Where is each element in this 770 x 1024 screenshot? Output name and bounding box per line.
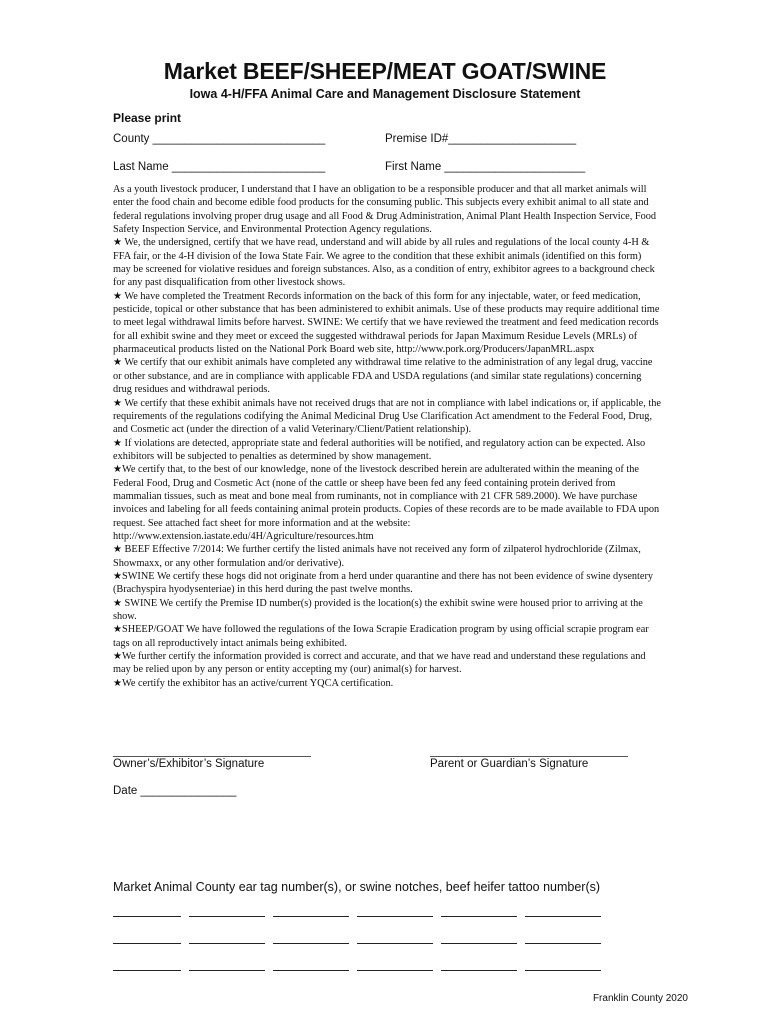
- tag-number-blank[interactable]: [113, 943, 181, 944]
- star-icon: ★: [113, 624, 122, 636]
- tag-number-blank[interactable]: [441, 943, 517, 944]
- star-icon: ★: [113, 677, 122, 689]
- county-field[interactable]: County ___________________________: [113, 133, 326, 145]
- statement-item: ★SHEEP/GOAT We have followed the regulations of the Iowa Scrapie Eradication program by using official scrapie program ear tags on all reproductively intact animals being exhibited.: [113, 624, 649, 649]
- tag-number-blank[interactable]: [273, 943, 349, 944]
- star-icon: ★: [113, 464, 122, 476]
- tag-number-blank[interactable]: [441, 916, 517, 917]
- statement-item: ★ BEEF Effective 7/2014: We further certify the listed animals have not received any form of zilpaterol hydrochloride (Zilmax, Showmaxx, or any other formulation and/or derivative).: [113, 544, 641, 569]
- star-icon: ★: [113, 290, 122, 302]
- tag-number-blank[interactable]: [189, 943, 265, 944]
- tag-number-row: [113, 916, 609, 917]
- tag-number-blank[interactable]: [189, 970, 265, 971]
- statement-item: ★ We, the undersigned, certify that we have read, understand and will abide by all rules and regulations of the local county 4-H & FFA fair, or the 4-H division of the Iowa State Fair. We agree to the condition that these exhibit animals (identified on this form) may be screened for violative residues and foreign substances. Also, as a condition of entry, exhibitor agrees to a background check for any past disqualification from other livestock shows.: [113, 237, 655, 289]
- tag-number-blank[interactable]: [113, 916, 181, 917]
- statement-item: ★We certify that, to the best of our knowledge, none of the livestock described herein are adulterated within the meaning of the Federal Food, Drug and Cosmetic Act (none of the cattle or sheep have been fed any feed containing protein derived from mammalian tissues, such as meat and bone meal from ruminants, not in compliance with 21 CFR 589.2000). We have purchase invoices and labeling for all feeds containing animal protein products. Copies of these records are to be made available to FDA upon request. See attached fact sheet for more information and at the website: http://www.extension.iastate.edu/4H/Agriculture/resources.htm: [113, 464, 660, 542]
- tag-number-blank[interactable]: [357, 943, 433, 944]
- owner-signature-line[interactable]: [113, 756, 311, 757]
- form-subtitle: Iowa 4-H/FFA Animal Care and Management Disclosure Statement: [189, 87, 581, 101]
- tag-number-blank[interactable]: [357, 916, 433, 917]
- tag-number-row: [113, 970, 609, 971]
- statement-item: ★ SWINE We certify the Premise ID number(s) provided is the location(s) the exhibit swine were housed prior to arriving at the show.: [113, 597, 643, 622]
- star-icon: ★: [113, 597, 122, 609]
- statement-item: ★ We certify that these exhibit animals have not received drugs that are not in compliance with label indications or, if applicable, the requirements of the regulations codifying the Animal Medicinal Drug Use Clarification Act amendment to the Federal Food, Drug, and Cosmetic act (under the direction of a valid Veterinary/Client/Patient relationship).: [113, 397, 661, 436]
- statement-item: ★ If violations are detected, appropriate state and federal authorities will be notified, and regulatory action can be expected. Also exhibitors will be subjected to penalties as determined by show management.: [113, 437, 646, 462]
- star-icon: ★: [113, 570, 122, 582]
- tag-number-blank[interactable]: [525, 916, 601, 917]
- statement-item: ★We further certify the information provided is correct and accurate, and that we have read and understand these regulations and may be relied upon by any person or entity accepting my (our) animal(s) for harvest.: [113, 651, 646, 676]
- star-icon: ★: [113, 237, 122, 249]
- form-title: Market BEEF/SHEEP/MEAT GOAT/SWINE: [163, 58, 607, 84]
- tag-number-blank[interactable]: [273, 970, 349, 971]
- statement-item: ★We certify the exhibitor has an active/current YQCA certification.: [113, 677, 394, 689]
- last-name-field[interactable]: Last Name ________________________: [113, 161, 326, 173]
- parent-signature-label: Parent or Guardian’s Signature: [430, 758, 589, 770]
- statement-item: ★ We certify that our exhibit animals have completed any withdrawal time relative to the administration of any legal drug, vaccine or other substance, and are in compliance with applicable FDA and USDA regulations (and similar state regulations) concerning drug residues and withdrawal periods.: [113, 357, 653, 396]
- star-icon: ★: [113, 397, 122, 409]
- tag-number-blank[interactable]: [189, 916, 265, 917]
- star-icon: ★: [113, 651, 122, 663]
- tag-number-blank[interactable]: [441, 970, 517, 971]
- star-icon: ★: [113, 437, 122, 449]
- tag-number-blank[interactable]: [525, 970, 601, 971]
- owner-signature-label: Owner’s/Exhibitor’s Signature: [113, 758, 265, 770]
- tag-number-row: [113, 943, 609, 944]
- tag-numbers-heading: Market Animal County ear tag number(s), or swine notches, beef heifer tattoo number(s): [113, 880, 601, 894]
- tag-number-blank[interactable]: [113, 970, 181, 971]
- date-field[interactable]: Date _______________: [113, 785, 237, 797]
- statement-item: ★ We have completed the Treatment Records information on the back of this form for any injectable, water, or feed medication, pesticide, topical or other substance that has been administered to exhibit animals. Use of these products may require additional time to meet legal withdrawal limits before harvest. SWINE: We certify that we have reviewed the treatment and feed medication records for all exhibit swine and they meet or exceed the suggested withdrawal periods for Japan Maximum Residue Levels (MRLs) of pharmaceutical products listed on the National Pork Board web site, http://www.pork.org/Producers/JapanMRL.aspx: [113, 290, 660, 356]
- parent-signature-line[interactable]: [430, 756, 628, 757]
- tag-number-blank[interactable]: [273, 916, 349, 917]
- premise-id-field[interactable]: Premise ID#____________________: [385, 133, 577, 145]
- star-icon: ★: [113, 544, 122, 556]
- statement-item: ★SWINE We certify these hogs did not originate from a herd under quarantine and there has not been evidence of swine dysentery (Brachyspira hyodysenteriae) in this herd during the past twelve months.: [113, 570, 654, 596]
- tag-number-blank[interactable]: [525, 943, 601, 944]
- statement-intro: As a youth livestock producer, I understand that I have an obligation to be a responsible producer and that all market animals will enter the food chain and become edible food products for the consuming public. This subjects every exhibit animal to all state and federal regulations involving proper drug usage and all Food & Drug Administration, Animal Plant Health Inspection Service, Food Safety Inspection Service, and Environmental Protection Agency regulations.: [113, 184, 657, 236]
- star-icon: ★: [113, 357, 122, 369]
- please-print-note: Please print: [113, 111, 182, 125]
- footer-county-year: Franklin County 2020: [592, 993, 688, 1004]
- first-name-field[interactable]: First Name ______________________: [385, 161, 586, 173]
- tag-number-blank[interactable]: [357, 970, 433, 971]
- statement-body: [113, 183, 661, 690]
